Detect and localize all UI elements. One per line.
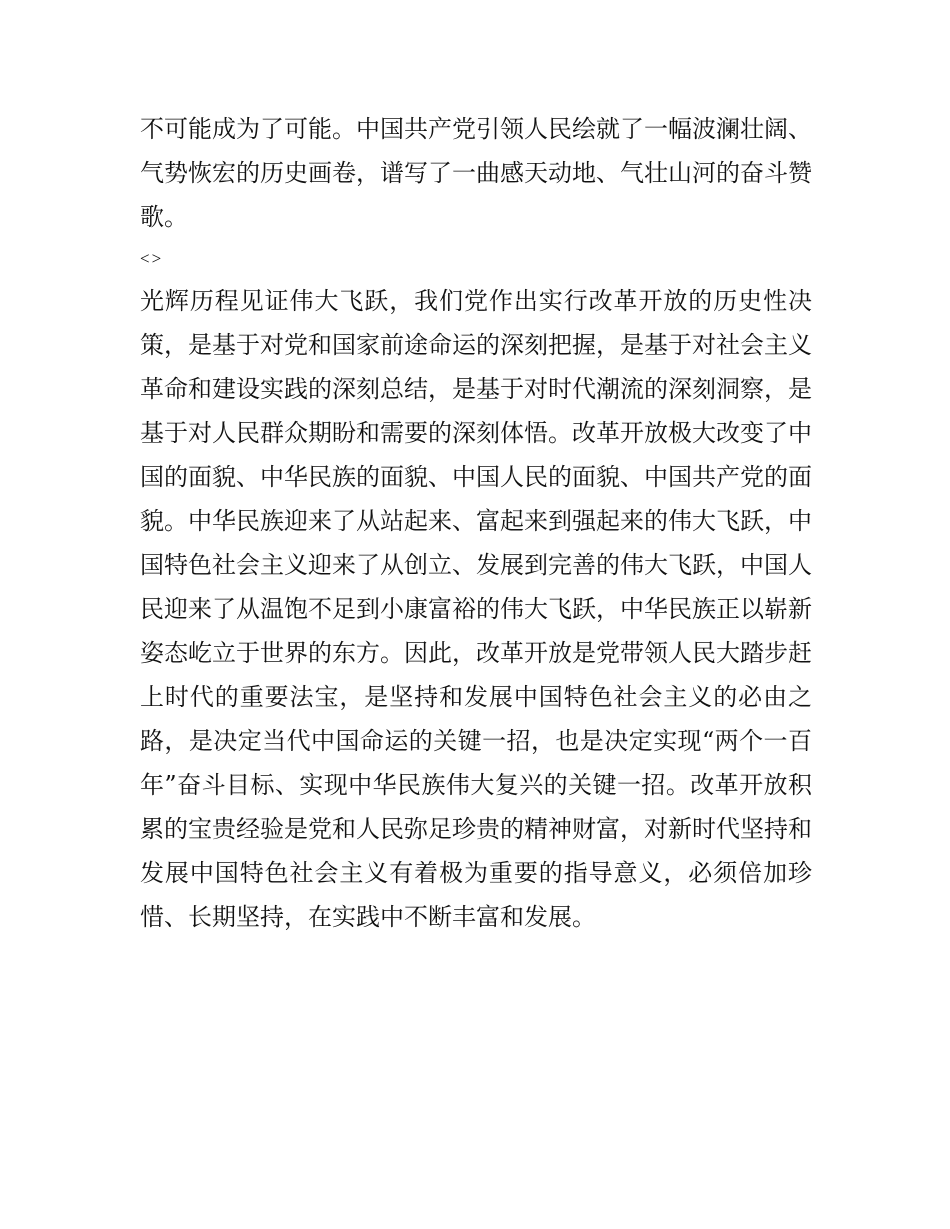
- document-body: [140, 107, 812, 939]
- section-marker: <>: [140, 249, 164, 268]
- paragraph-2: 光辉历程见证伟大飞跃，我们党作出实行改革开放的历史性决策，是基于对党和国家前途命运的深刻把握，是基于对社会主义革命和建设实践的深刻总结，是基于对时代潮流的深刻洞察，是基于对人民群众期盼和需要的深刻体悟。改革开放极大改变了中国的面貌、中华民族的面貌、中国人民的面貌、中国共产党的面貌。中华民族迎来了从站起来、富起来到强起来的伟大飞跃，中国特色社会主义迎来了从创立、发展到完善的伟大飞跃，中国人民迎来了从温饱不足到小康富裕的伟大飞跃，中华民族正以崭新姿态屹立于世界的东方。因此，改革开放是党带领人民大踏步赶上时代的重要法宝，是坚持和发展中国特色社会主义的必由之路，是决定当代中国命运的关键一招，也是决定实现“两个一百年”奋斗目标、实现中华民族伟大复兴的关键一招。改革开放积累的宝贵经验是党和人民弥足珍贵的精神财富，对新时代坚持和发展中国特色社会主义有着极为重要的指导意义，必须倍加珍惜、长期坚持，在实践中不断丰富和发展。: [140, 287, 812, 931]
- paragraph-1: 不可能成为了可能。中国共产党引领人民绘就了一幅波澜壮阔、气势恢宏的历史画卷，谱写了一曲感天动地、气壮山河的奋斗赞歌。: [140, 115, 812, 231]
